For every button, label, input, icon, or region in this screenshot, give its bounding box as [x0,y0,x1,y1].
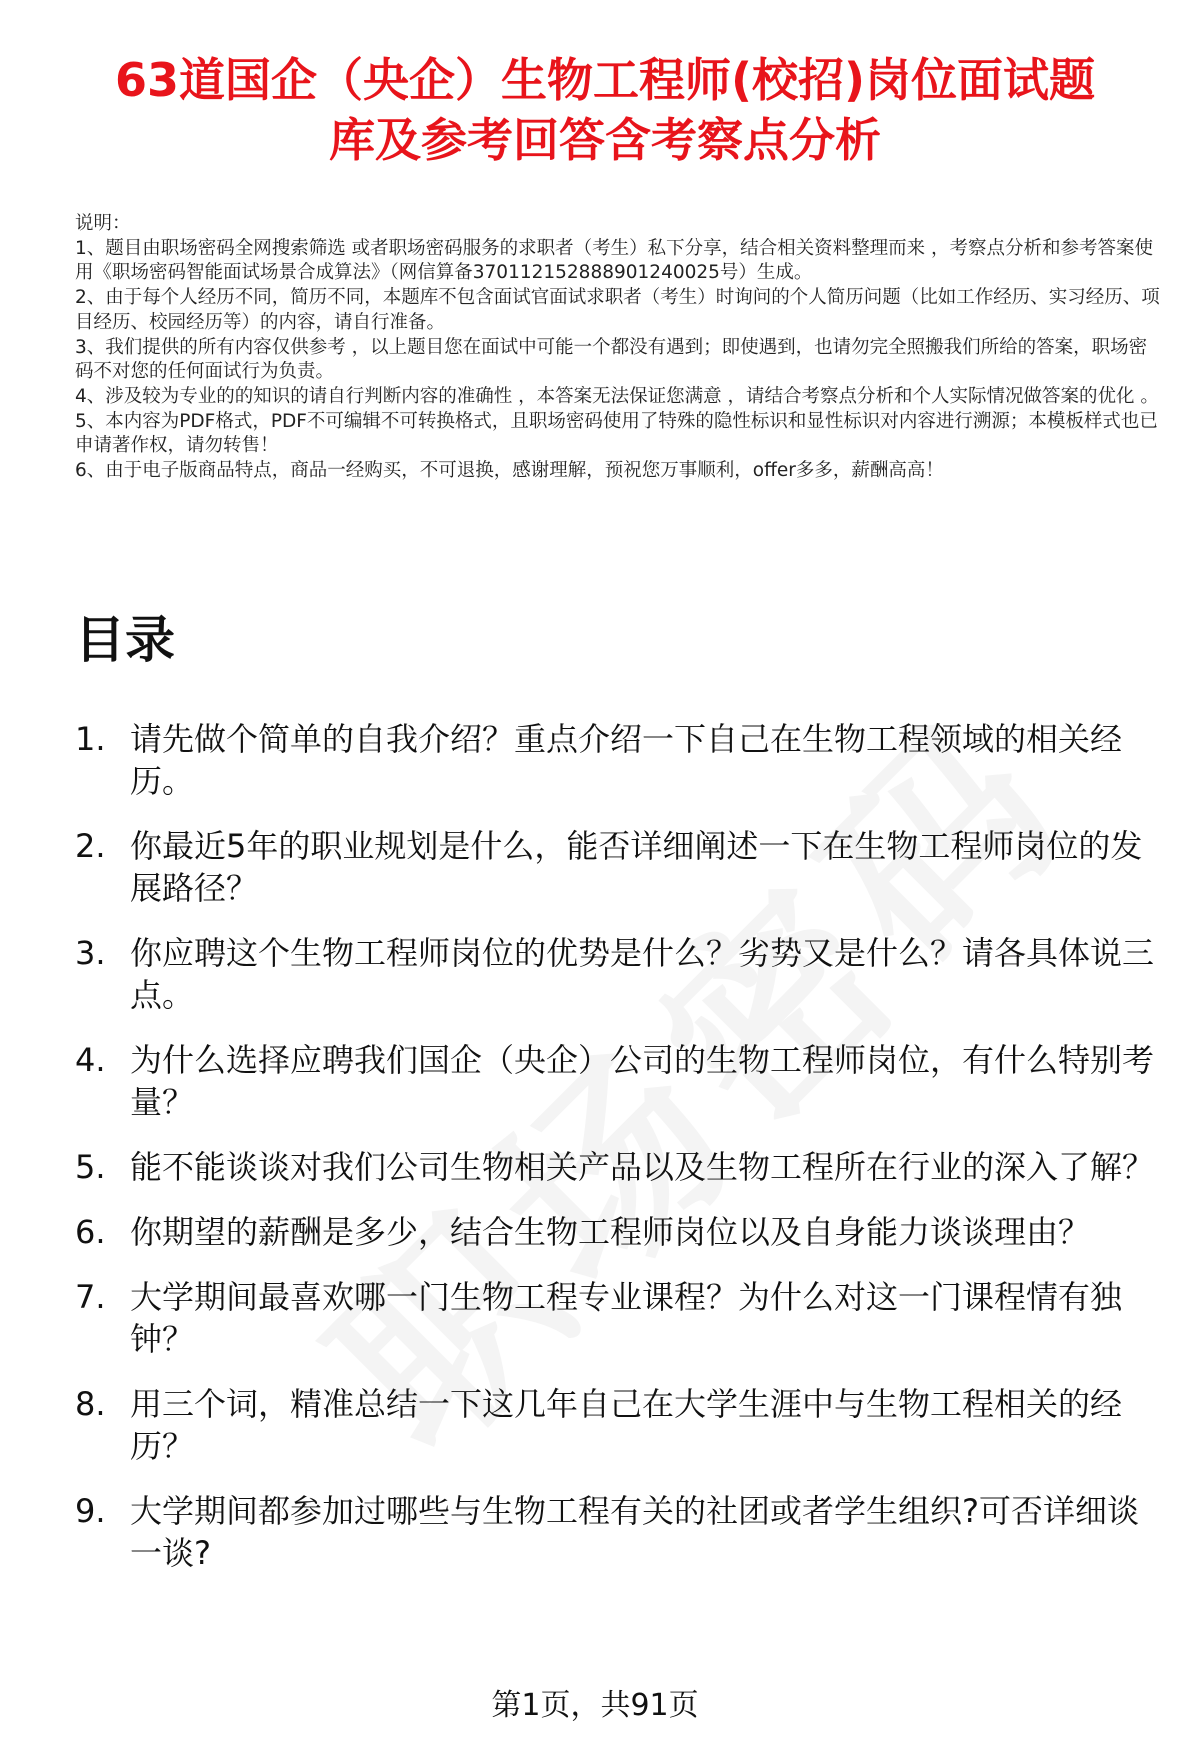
toc-item-number: 5. [75,1148,106,1186]
title-line-2: 库及参考回答含考察点分析 [329,113,881,167]
note-item: 6、由于电子版商品特点，商品一经购买，不可退换，感谢理解，预祝您万事顺利，offer多多，薪酬高高！ [75,460,944,482]
toc-item[interactable] [75,718,1165,802]
toc-item[interactable] [75,1383,1165,1467]
toc-item[interactable] [75,1490,1165,1574]
note-item: 1、题目由职场密码全网搜索筛选 或者职场密码服务的求职者（考生）私下分享，结合相关资料整理而来 ，考察点分析和参考答案使用《职场密码智能面试场景合成算法》（网信算备370112152888901240025号）生成。 [75,237,1154,284]
toc-item-text: 你期望的薪酬是多少，结合生物工程师岗位以及自身能力谈谈理由？ [130,1213,1091,1251]
toc-item-number: 8. [75,1385,106,1423]
note-item: 3、我们提供的所有内容仅供参考 ，以上题目您在面试中可能一个都没有遇到；即使遇到，也请勿完全照搬我们所给的答案，职场密码不对您的任何面试行为负责。 [75,336,1148,383]
toc-item-number: 7. [75,1278,106,1316]
toc-list [75,718,1165,1597]
toc-item[interactable] [75,1276,1165,1360]
toc-item-number: 1. [75,720,106,758]
toc-item-text: 请先做个简单的自我介绍？重点介绍一下自己在生物工程领域的相关经历。 [130,720,1123,800]
note-item: 2、由于每个人经历不同，简历不同，本题库不包含面试官面试求职者（考生）时询问的个人简历问题（比如工作经历、实习经历、项目经历、校园经历等）的内容，请自行准备。 [75,287,1160,333]
toc-item[interactable] [75,932,1165,1016]
toc-item-number: 3. [75,934,106,972]
toc-item-text: 为什么选择应聘我们国企（央企）公司的生物工程师岗位，有什么特别考量？ [130,1041,1155,1121]
toc-item-text: 你应聘这个生物工程师岗位的优势是什么？劣势又是什么？请各具体说三点。 [130,934,1155,1014]
toc-item-text: 能不能谈谈对我们公司生物相关产品以及生物工程所在行业的深入了解？ [130,1148,1155,1186]
toc-item-text: 大学期间都参加过哪些与生物工程有关的社团或者学生组织?可否详细谈一谈? [130,1492,1139,1572]
toc-item[interactable] [75,1211,1165,1253]
toc-item[interactable] [75,1146,1165,1188]
toc-item-number: 2. [75,827,106,865]
toc-item-number: 4. [75,1041,106,1079]
toc-item-text: 大学期间最喜欢哪一门生物工程专业课程？为什么对这一门课程情有独钟？ [130,1278,1123,1358]
note-item: 4、涉及较为专业的的知识的请自行判断内容的准确性 ，本答案无法保证您满意 ，请结合考察点分析和个人实际情况做答案的优化 。 [75,385,1159,407]
toc-item-text: 你最近5年的职业规划是什么，能否详细阐述一下在生物工程师岗位的发展路径？ [130,827,1143,907]
toc-item-number: 9. [75,1492,106,1530]
toc-item-number: 6. [75,1213,106,1251]
toc-heading: 目录 [75,611,175,669]
title-line-1: 63道国企（央企）生物工程师(校招)岗位面试题 [114,53,1096,107]
page-footer: 第1页，共91页 [491,1688,699,1723]
notes-heading: 说明： [75,213,131,234]
notes-section [75,212,1160,484]
toc-item[interactable] [75,1039,1165,1123]
toc-item-text: 用三个词，精准总结一下这几年自己在大学生涯中与生物工程相关的经历？ [130,1385,1123,1465]
note-item: 5、本内容为PDF格式，PDF不可编辑不可转换格式，且职场密码使用了特殊的隐性标识和显性标识对内容进行溯源；本模板样式也已申请著作权，请勿转售！ [75,410,1158,457]
document-title [50,50,1160,170]
toc-item[interactable] [75,825,1165,909]
